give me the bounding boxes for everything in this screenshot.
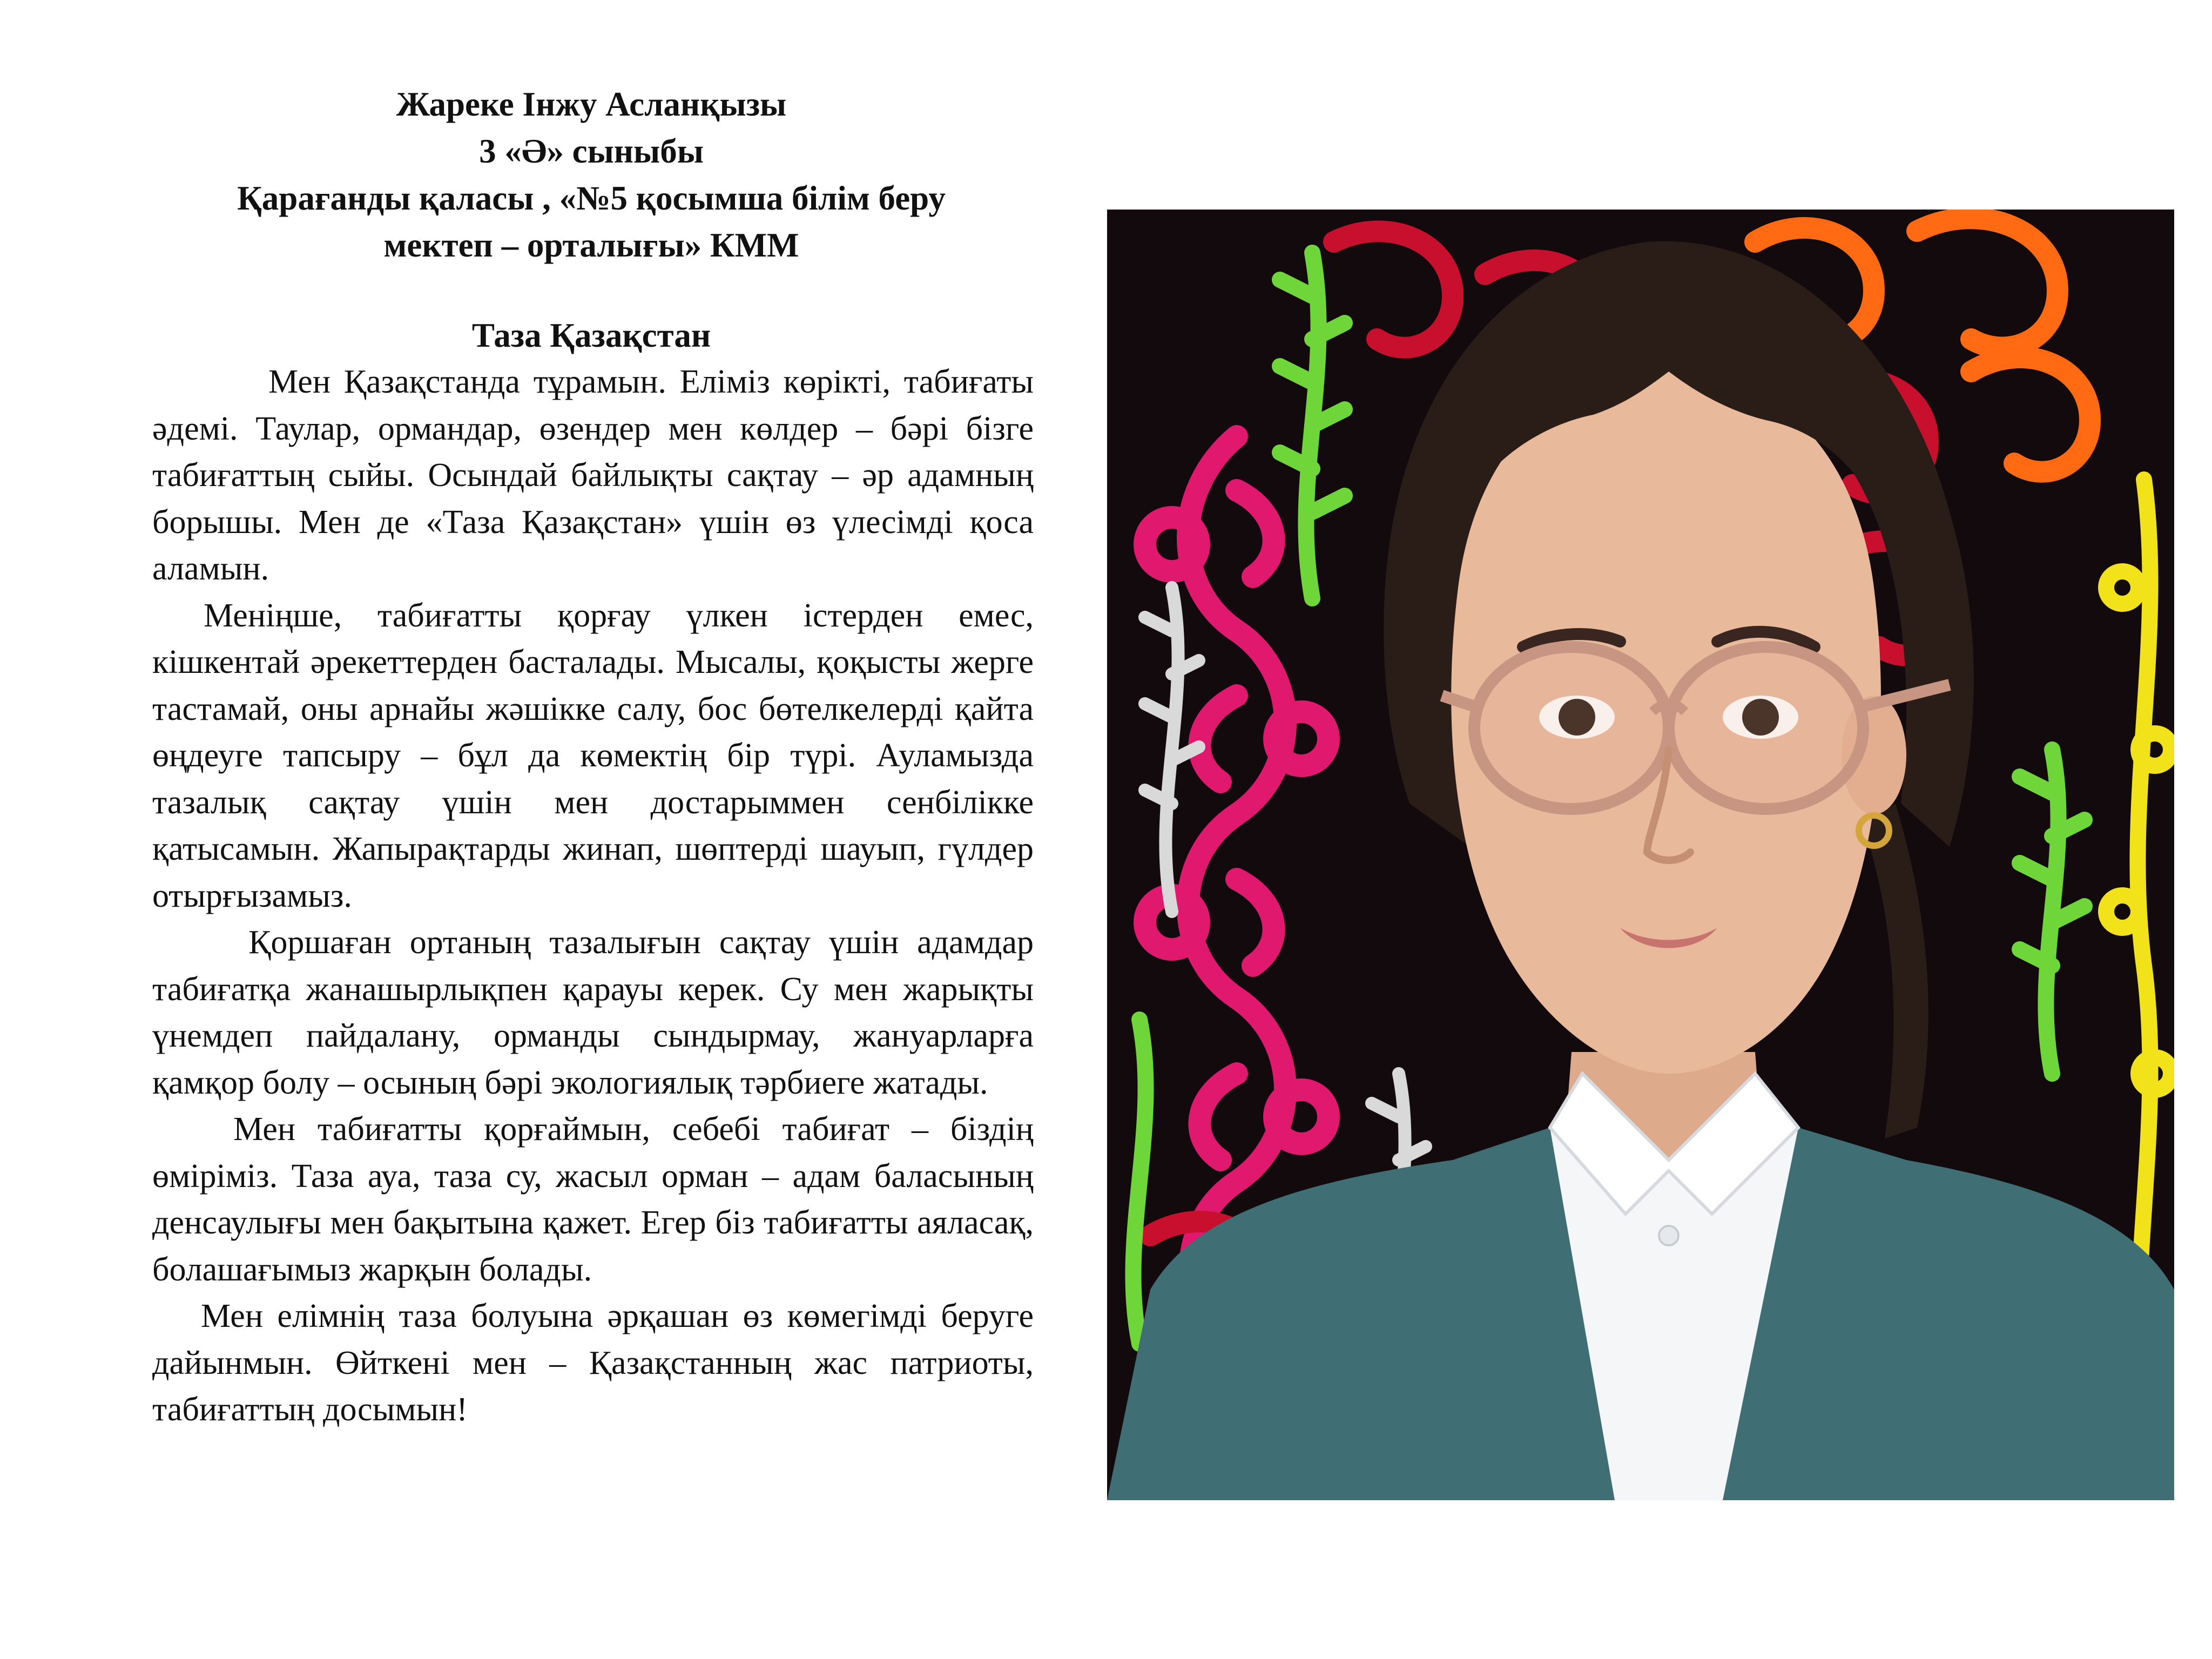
author-name: Жареке Інжу Асланқызы xyxy=(396,85,787,123)
essay-paragraph-4: Мен табиғатты қорғаймын, себебі табиғат – біздің өміріміз. Таза ауа, таза су, жасыл орман – адам баласының денсаулығы мен бақытына қажет. Егер біз табиғатты аяласақ, болашағымыз жарқын болады. xyxy=(152,1111,1034,1288)
essay-paragraph-3: Қоршаған ортаның тазалығын сақтау үшін адамдар табиғатқа жанашырлықпен қарауы керек. Су мен жарықты үнемдеп пайдалану, орманды сындырмау, жануарларға қамқор болу – осының бәрі экологиялық тәрбиеге жатады. xyxy=(152,924,1034,1101)
document-header xyxy=(146,81,1037,269)
portrait-photo xyxy=(1107,210,2174,1500)
essay-body xyxy=(152,359,1034,1433)
essay-paragraph-2: Меніңше, табиғатты қорғау үлкен істерден емес, кішкентай әрекеттерден басталады. Мысалы, қоқысты жерге тастамай, оны арнайы жәшікке салу, бос бөтелкелерді қайта өңдеуге тапсыру – бұл да көмектің бір түрі. Ауламызда тазалық сақтау үшін мен достарыммен сенбілікке қатысамын. Жапырақтарды жинап, шөптерді шауып, гүлдер отырғызамыз. xyxy=(152,597,1034,914)
essay-paragraph-5: Мен елімнің таза болуына әрқашан өз көмегімді беруге дайынмын. Өйткені мен – Қазақстанның жас патриоты, табиғаттың досымын! xyxy=(152,1298,1034,1428)
essay-title: Таза Қазақстан xyxy=(471,316,711,354)
essay-paragraph-1: Мен Қазақстанда тұрамын. Еліміз көрікті, табиғаты әдемі. Таулар, ормандар, өзендер мен көлдер – бәрі бізге табиғаттың сыйы. Осындай байлықты сақтау – әр адамның борышы. Мен де «Таза Қазақстан» үшін өз үлесімді қоса аламын. xyxy=(152,363,1034,587)
school-line-2: мектеп – орталығы» КММ xyxy=(383,226,799,264)
shirt-button xyxy=(1659,1226,1678,1245)
portrait-illustration xyxy=(1107,210,2174,1500)
class-name: 3 «Ә» сыныбы xyxy=(479,132,704,170)
school-line-1: Қарағанды қаласы , «№5 қосымша білім беру xyxy=(237,179,946,217)
